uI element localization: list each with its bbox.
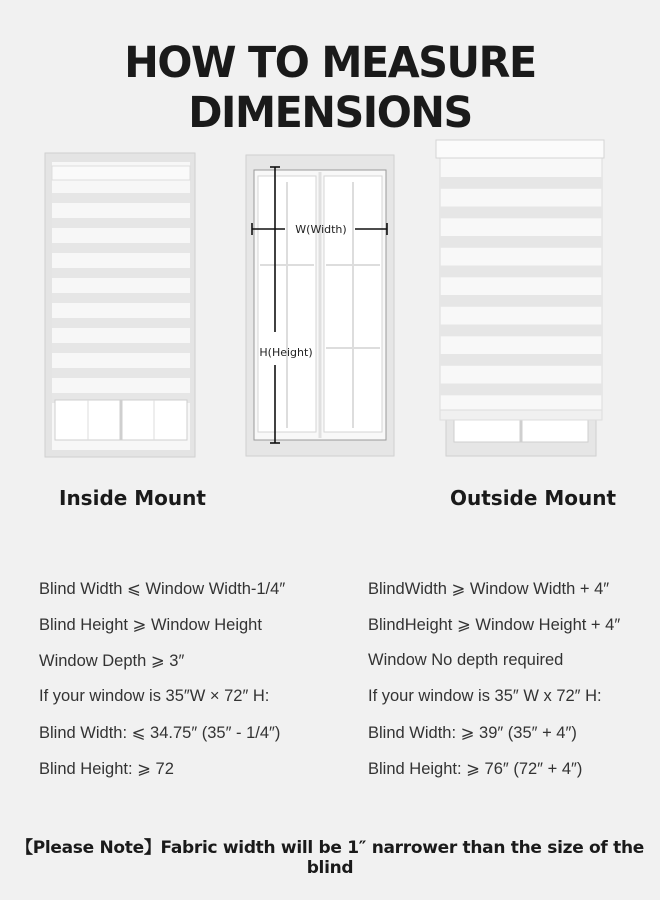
inside-mount-illustration <box>45 153 195 457</box>
blind-stripe <box>440 207 602 219</box>
blind-stripe <box>52 243 190 253</box>
blind-stripe <box>440 295 602 307</box>
width-label: W(Width) <box>295 223 347 236</box>
spec-line: Blind Height ⩾ Window Height <box>39 616 262 634</box>
height-label: H(Height) <box>259 346 313 359</box>
blind-stripe <box>52 343 190 353</box>
blind-stripe <box>440 266 602 278</box>
page-title: HOW TO MEASURE DIMENSIONS <box>124 38 536 138</box>
blind-stripe <box>52 318 190 328</box>
spec-line: Blind Width: ⩽ 34.75″ (35″ - 1/4″) <box>39 724 281 742</box>
spec-line: Blind Height: ⩾ 72 <box>39 760 174 778</box>
blind-stripe <box>52 193 190 203</box>
spec-line: BlindHeight ⩾ Window Height + 4″ <box>368 616 621 634</box>
blind-stripe <box>52 268 190 278</box>
spec-line: Blind Width: ⩾ 39″ (35″ + 4″) <box>368 724 577 742</box>
inside-mount-heading: Inside Mount <box>59 486 206 510</box>
spec-line: If your window is 35″W × 72″ H: <box>39 687 270 705</box>
spec-line: If your window is 35″ W x 72″ H: <box>368 687 602 705</box>
blind-stripe <box>52 368 190 378</box>
spec-line: Window Depth ⩾ 3″ <box>39 652 185 670</box>
spec-line: BlindWidth ⩾ Window Width + 4″ <box>368 580 610 598</box>
blind-stripe <box>52 218 190 228</box>
spec-line: Window No depth required <box>368 651 564 669</box>
window-measure-illustration <box>246 155 394 456</box>
please-note: 【Please Note】Fabric width will be 1″ narrower than the size of the blind <box>16 838 644 878</box>
blind-stripe <box>440 354 602 366</box>
spec-line: Blind Height: ⩾ 76″ (72″ + 4″) <box>368 760 583 778</box>
blind-stripe <box>440 236 602 248</box>
blind-fabric <box>52 193 190 403</box>
spec-line: Blind Width ⩽ Window Width-1/4″ <box>39 580 286 598</box>
blind-stripe <box>52 293 190 303</box>
blind-stripe <box>440 384 602 396</box>
blind-stripe <box>440 177 602 189</box>
outside-mount-illustration <box>436 140 604 456</box>
blind-stripe <box>440 325 602 337</box>
outside-mount-heading: Outside Mount <box>450 486 617 510</box>
